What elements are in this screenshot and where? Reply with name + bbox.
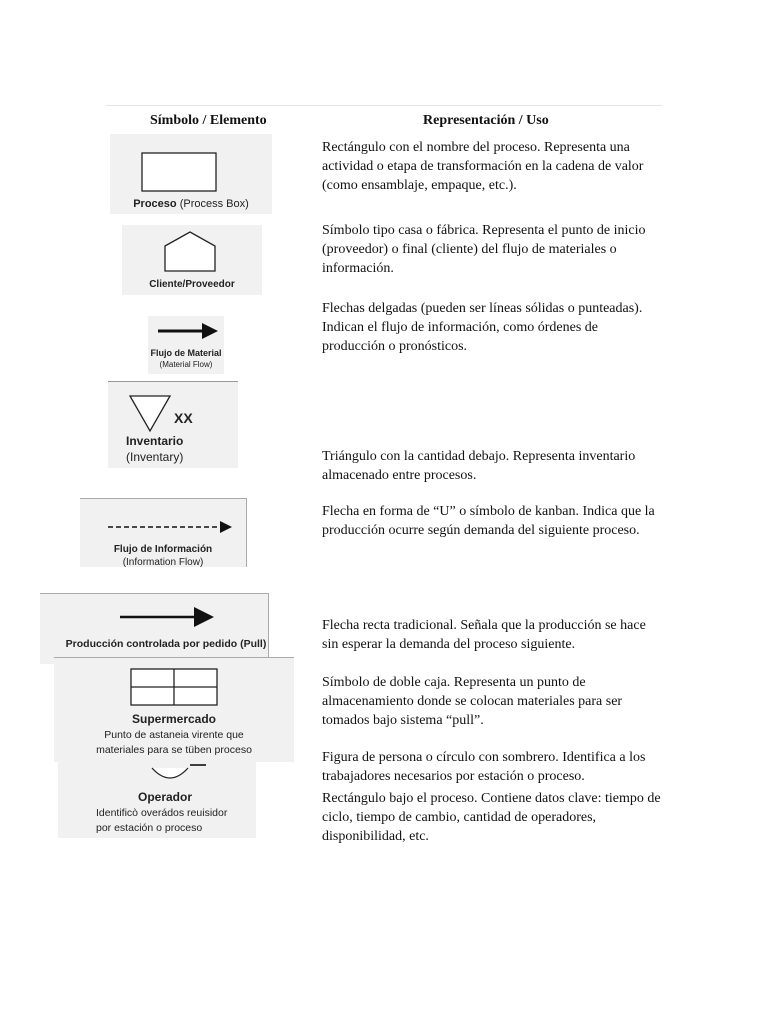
operator-subtitle-line2: por estación o proceso bbox=[96, 822, 203, 834]
information-flow-symbol bbox=[80, 498, 247, 567]
operator-icon bbox=[140, 762, 220, 784]
supermarket-title: Supermercado bbox=[131, 712, 217, 726]
supermarket-subtitle-line1: Punto de astaneia virente que bbox=[104, 729, 244, 741]
process-title: Proceso bbox=[133, 198, 177, 210]
operator-title: Operador bbox=[138, 790, 193, 804]
material-flow-symbol bbox=[148, 316, 224, 374]
process-description: Rectángulo con el nombre del proceso. Representa una actividad o etapa de transformación en la cadena de valor (como ensamblaje, empaque, etc.). bbox=[322, 140, 644, 193]
inventory-symbol bbox=[108, 381, 238, 468]
supermarket-description: Símbolo de doble caja. Representa un punto de almacenamiento donde se colocan materiales para ser tomados bajo sistema “pull”. bbox=[322, 675, 623, 728]
pull-production-symbol bbox=[40, 593, 269, 664]
information-flow-description: Flecha en forma de “U” o símbolo de kanban. Indica que la producción ocurre según demanda del siguiente proceso. bbox=[322, 504, 655, 538]
inventory-description: Triángulo con la cantidad debajo. Representa inventario almacenado entre procesos. bbox=[322, 449, 636, 483]
table-top-border bbox=[106, 105, 662, 106]
header-symbol: Símbolo / Elemento bbox=[150, 113, 267, 128]
process-box-symbol bbox=[110, 134, 272, 214]
material-flow-description: Flechas delgadas (pueden ser líneas sólidas o punteadas). Indican el flujo de información, como órdenes de producción o pronósticos. bbox=[322, 301, 643, 354]
process-box-icon bbox=[141, 152, 217, 192]
information-flow-title: Flujo de Información bbox=[113, 544, 213, 555]
header-use: Representación / Uso bbox=[423, 113, 549, 128]
operator-subtitle-line1: Identificò overádos reuisidor bbox=[96, 807, 228, 819]
supermarket-subtitle-line2: materiales para se tüben proceso bbox=[96, 744, 252, 756]
material-flow-subtitle: (Material Flow) bbox=[159, 360, 213, 369]
pull-production-title: Producción controlada por pedido (Pull) bbox=[65, 638, 267, 650]
material-flow-title: Flujo de Material bbox=[150, 348, 222, 358]
pull-production-description: Flecha recta tradicional. Señala que la producción se hace sin esperar la demanda del proceso siguiente. bbox=[322, 618, 646, 652]
inventory-subtitle: (Inventary) bbox=[126, 450, 184, 464]
data-box-description: Rectángulo bajo el proceso. Contiene datos clave: tiempo de ciclo, tiempo de cambio, cantidad de operadores, disponibilidad, etc. bbox=[322, 791, 661, 844]
house-icon bbox=[162, 229, 218, 273]
inventory-mark: XX bbox=[174, 410, 193, 426]
straight-arrow-icon bbox=[118, 602, 218, 632]
supermarket-symbol bbox=[54, 657, 294, 762]
client-supplier-title: Cliente/Proveedor bbox=[149, 279, 235, 290]
double-box-icon bbox=[130, 668, 218, 708]
operator-symbol bbox=[58, 762, 256, 838]
client-supplier-description: Símbolo tipo casa o fábrica. Representa el punto de inicio (proveedor) o final (cliente) del flujo de materiales o información. bbox=[322, 223, 646, 276]
operator-description: Figura de persona o círculo con sombrero. Identifica a los trabajadores necesarios por estación o proceso. bbox=[322, 750, 646, 784]
inventory-title: Inventario bbox=[126, 434, 184, 448]
dashed-arrow-icon bbox=[106, 519, 236, 535]
process-subtitle: (Process Box) bbox=[179, 198, 249, 210]
information-flow-subtitle: (Information Flow) bbox=[122, 557, 204, 567]
thick-arrow-icon bbox=[152, 320, 222, 342]
client-supplier-symbol bbox=[122, 225, 262, 295]
triangle-icon bbox=[128, 394, 172, 434]
